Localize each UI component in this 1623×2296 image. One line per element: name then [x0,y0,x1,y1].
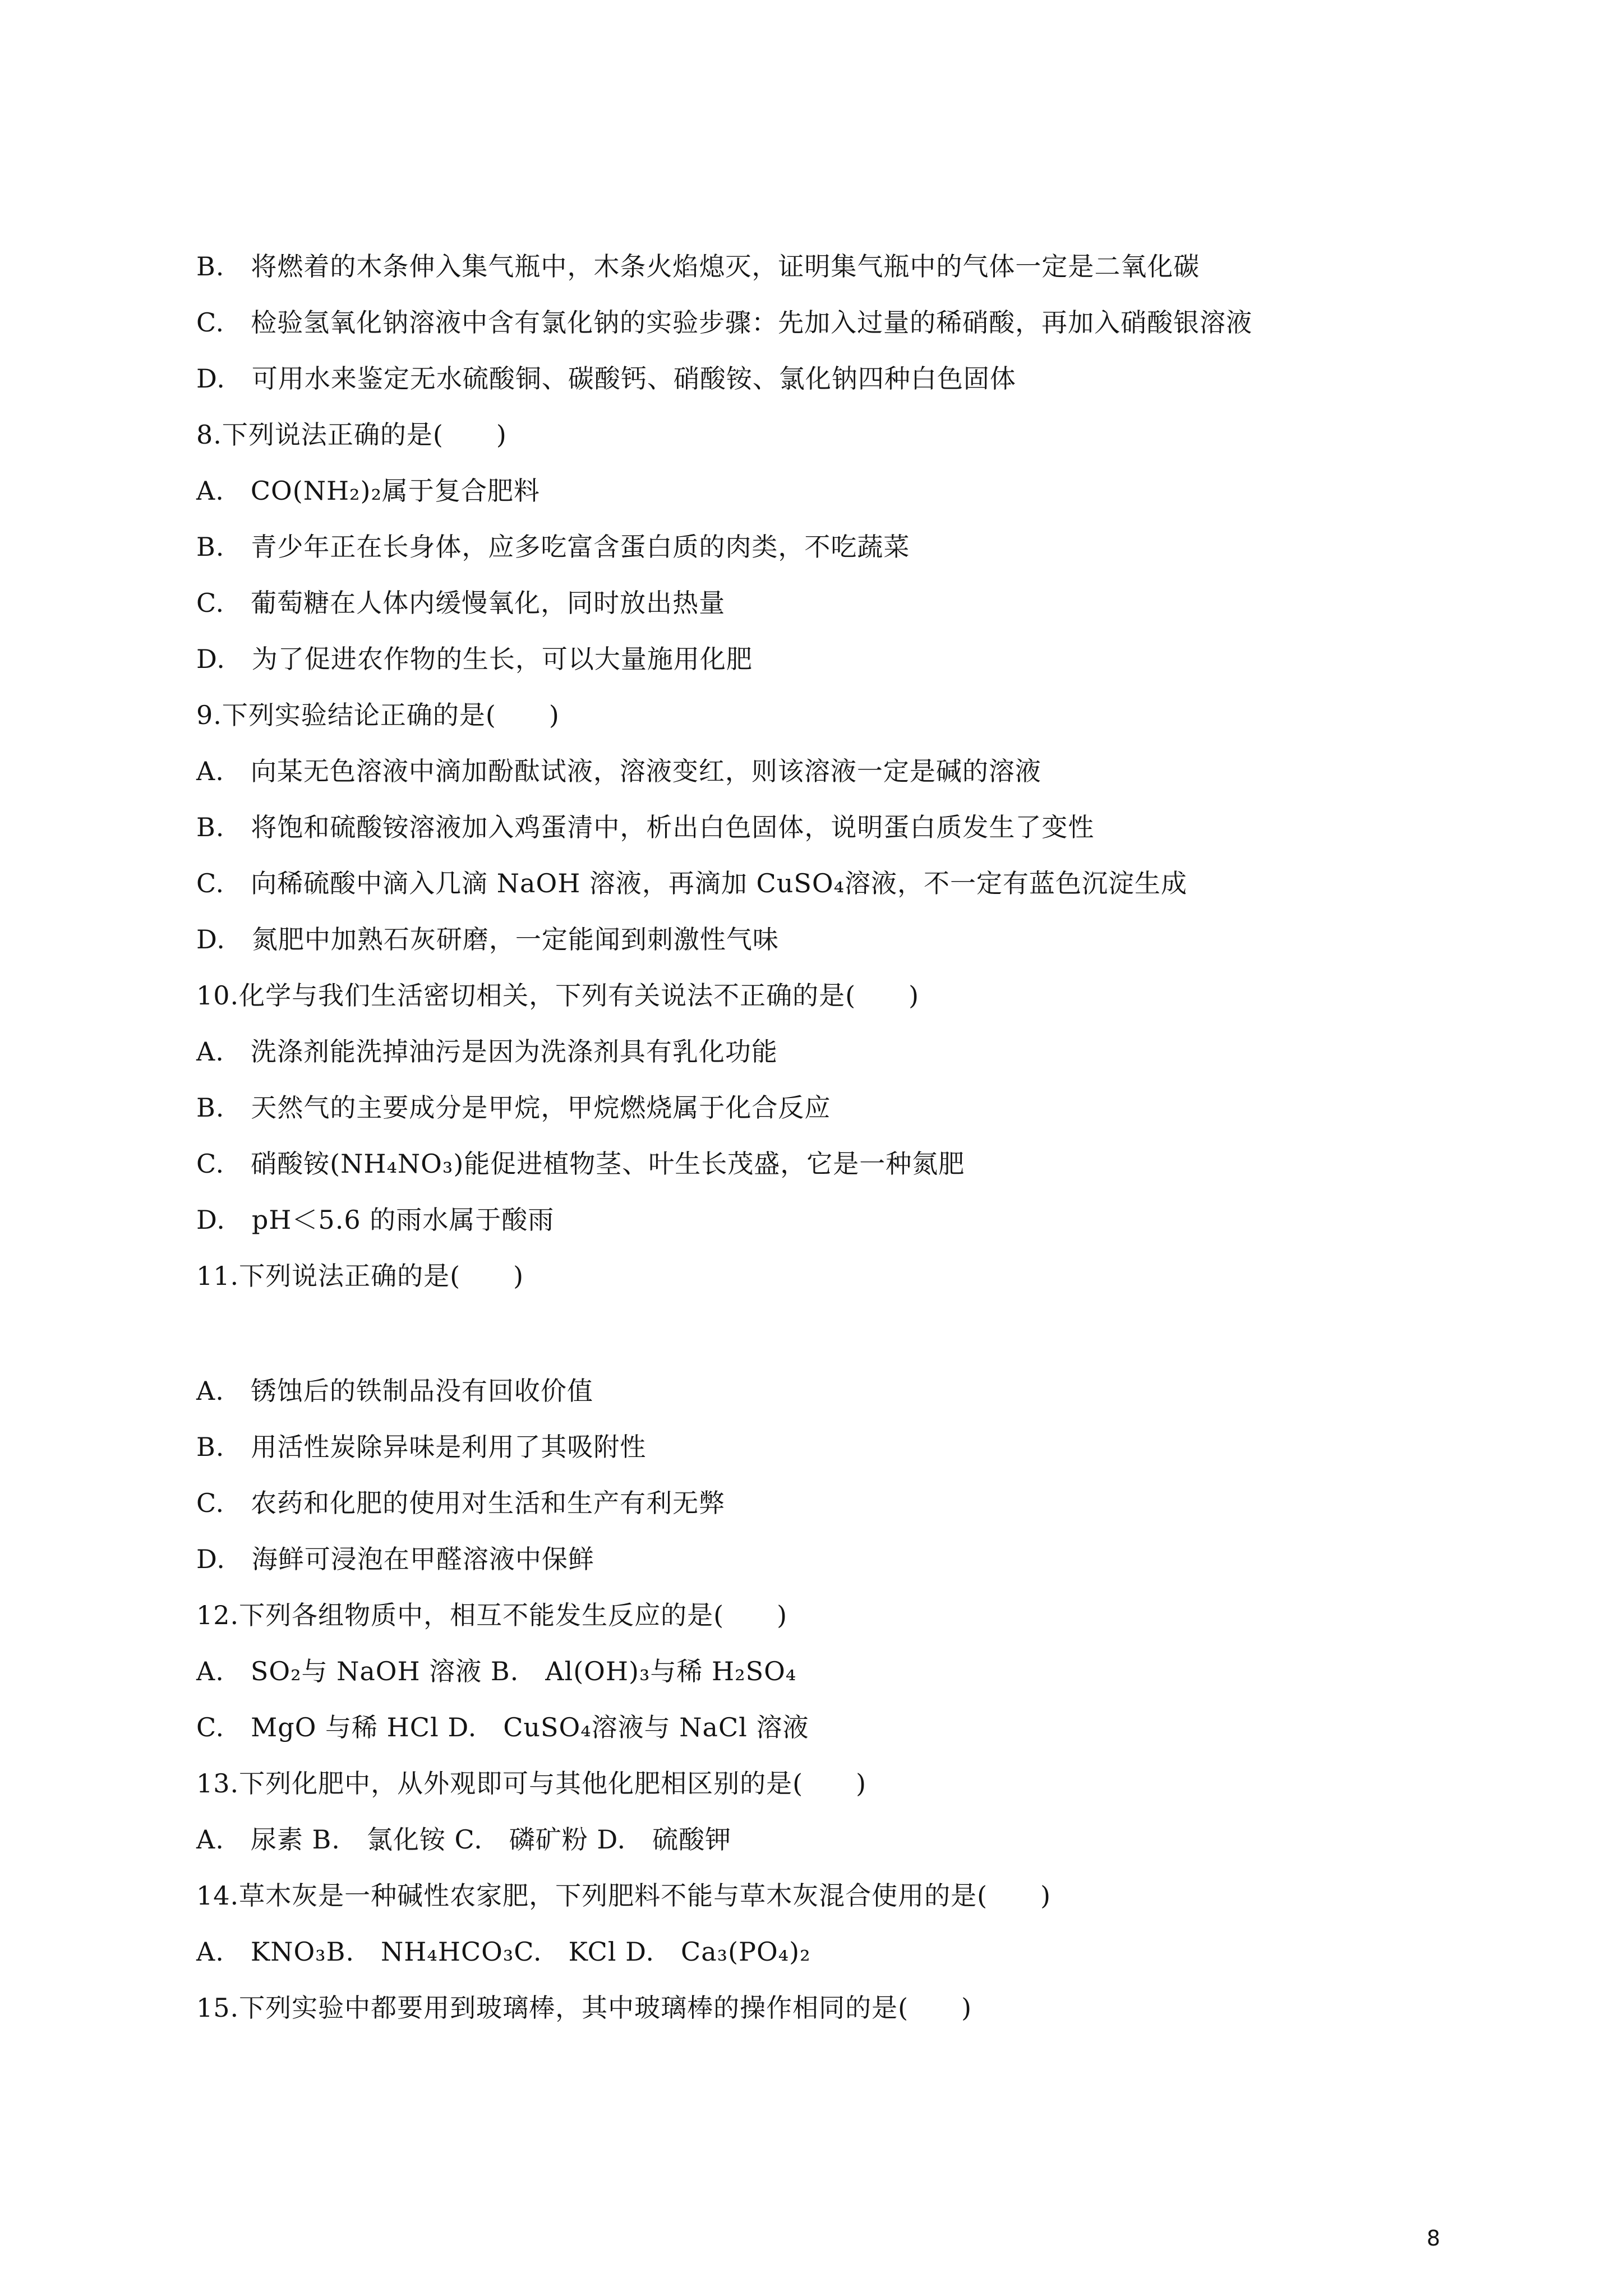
option-10d: D. pH＜5.6 的雨水属于酸雨 [196,1205,555,1235]
option-8c: C. 葡萄糖在人体内缓慢氧化，同时放出热量 [196,588,726,618]
option-11a: A. 锈蚀后的铁制品没有回收价值 [196,1376,593,1406]
option-8d: D. 为了促进农作物的生长，可以大量施用化肥 [196,644,753,674]
option-9a: A. 向某无色溶液中滴加酚酞试液，溶液变红，则该溶液一定是碱的溶液 [196,756,1041,786]
option-7b: B. 将燃着的木条伸入集气瓶中，木条火焰熄灭，证明集气瓶中的气体一定是二氧化碳 [196,251,1200,282]
option-8b: B. 青少年正在长身体，应多吃富含蛋白质的肉类，不吃蔬菜 [196,532,910,562]
option-9c: C. 向稀硫酸中滴入几滴 NaOH 溶液，再滴加 CuSO₄溶液，不一定有蓝色沉淀生成 [196,868,1188,898]
question-8: 8.下列说法正确的是( ) [196,419,507,450]
question-9: 9.下列实验结论正确的是( ) [196,700,560,730]
options-13: A. 尿素 B. 氯化铵 C. 磷矿粉 D. 硫酸钾 [196,1824,732,1855]
question-11: 11.下列说法正确的是( ) [196,1261,524,1291]
option-9b: B. 将饱和硫酸铵溶液加入鸡蛋清中，析出白色固体，说明蛋白质发生了变性 [196,812,1095,842]
option-11c: C. 农药和化肥的使用对生活和生产有利无弊 [196,1488,726,1518]
question-10: 10.化学与我们生活密切相关，下列有关说法不正确的是( ) [196,980,920,1011]
option-10a: A. 洗涤剂能洗掉油污是因为洗涤剂具有乳化功能 [196,1036,778,1067]
question-15: 15.下列实验中都要用到玻璃棒，其中玻璃棒的操作相同的是( ) [196,1993,972,2023]
option-7c: C. 检验氢氧化钠溶液中含有氯化钠的实验步骤：先加入过量的稀硝酸，再加入硝酸银溶液 [196,307,1253,338]
option-7d: D. 可用水来鉴定无水硫酸铜、碳酸钙、硝酸铵、氯化钠四种白色固体 [196,363,1016,394]
page-number: 8 [1426,2226,1440,2251]
option-10b: B. 天然气的主要成分是甲烷，甲烷燃烧属于化合反应 [196,1092,831,1123]
question-14: 14.草木灰是一种碱性农家肥，下列肥料不能与草木灰混合使用的是( ) [196,1880,1052,1911]
option-11d: D. 海鲜可浸泡在甲醛溶液中保鲜 [196,1544,594,1574]
options-14: A. KNO₃B. NH₄HCO₃C. KCl D. Ca₃(PO₄)₂ [196,1937,811,1967]
option-10c: C. 硝酸铵(NH₄NO₃)能促进植物茎、叶生长茂盛，它是一种氮肥 [196,1149,965,1179]
options-12cd: C. MgO 与稀 HCl D. CuSO₄溶液与 NaCl 溶液 [196,1712,809,1742]
option-9d: D. 氮肥中加熟石灰研磨，一定能闻到刺激性气味 [196,924,779,955]
option-8a: A. CO(NH₂)₂属于复合肥料 [196,476,540,506]
question-13: 13.下列化肥中，从外观即可与其他化肥相区别的是( ) [196,1768,867,1799]
options-12ab: A. SO₂与 NaOH 溶液 B. Al(OH)₃与稀 H₂SO₄ [196,1656,797,1686]
question-12: 12.下列各组物质中，相互不能发生反应的是( ) [196,1600,788,1630]
option-11b: B. 用活性炭除异味是利用了其吸附性 [196,1432,647,1462]
